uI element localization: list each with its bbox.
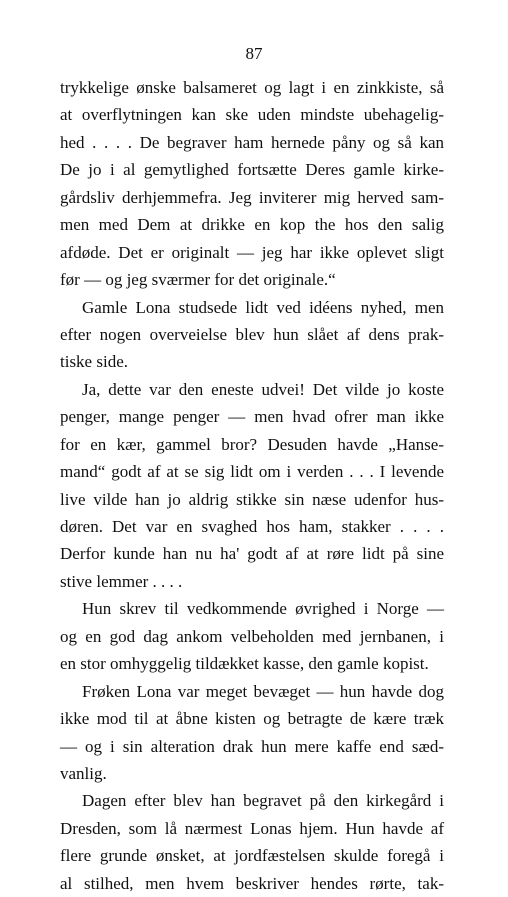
- text-line: penger, mange penger — men hvad ofrer man ikke: [60, 407, 444, 427]
- text-line: en stor omhyggelig tildækket kasse, den gamle kopist.: [60, 654, 429, 674]
- text-line: live vilde han jo aldrig stikke sin næse udenfor hus-: [60, 489, 444, 509]
- text-line: gårdsliv derhjemmefra. Jeg inviterer mig herved sam-: [60, 187, 444, 207]
- text-line: De jo i al gemytlighed fortsætte Deres gamle kirke-: [60, 160, 444, 180]
- text-line: efter nogen overveielse blev hun slået af dens prak-: [60, 324, 444, 344]
- text-line: vanlig.: [60, 763, 107, 783]
- text-line: stive lemmer . . . .: [60, 571, 183, 591]
- text-line: al stilhed, men hvem beskriver hendes rørte, tak-: [60, 873, 444, 893]
- text-line: Frøken Lona var meget bevæget — hun havde dog: [82, 681, 444, 701]
- text-line: Ja, dette var den eneste udvei! Det vilde jo koste: [82, 379, 444, 399]
- text-line: — og i sin alteration drak hun mere kaffe end sæd-: [60, 736, 444, 756]
- text-line: døren. Det var en svaghed hos ham, stakker . . . .: [60, 517, 444, 536]
- text-line: før — og jeg sværmer for det originale.“: [60, 270, 336, 290]
- text-line: Dagen efter blev han begravet på den kirkegård i: [82, 791, 444, 811]
- body-text: [60, 74, 444, 897]
- text-line: afdøde. Det er originalt — jeg har ikke oplevet sligt: [60, 242, 444, 262]
- text-line: mand“ godt af at se sig lidt om i verden . . . I levende: [60, 462, 444, 482]
- text-line: og en god dag ankom velbeholden med jernbanen, i: [60, 626, 444, 646]
- text-line: Hun skrev til vedkommende øvrighed i Norge —: [82, 599, 444, 619]
- text-line: men med Dem at drikke en kop the hos den salig: [60, 215, 444, 235]
- page-number: 87: [245, 44, 263, 63]
- text-line: tiske side.: [60, 352, 128, 372]
- text-line: at overflytningen kan ske uden mindste ubehagelig-: [60, 105, 444, 125]
- text-line: Dresden, som lå nærmest Lonas hjem. Hun havde af: [60, 818, 444, 838]
- text-line: flere grunde ønsket, at jordfæstelsen skulde foregå i: [60, 846, 444, 866]
- text-line: trykkelige ønske balsameret og lagt i en zinkkiste, så: [60, 78, 444, 97]
- text-line: ikke mod til at åbne kisten og betragte de kære træk: [60, 709, 444, 729]
- text-line: for en kær, gammel bror? Desuden havde „Hanse-: [60, 434, 444, 454]
- text-line: Derfor kunde han nu ha' godt af at røre lidt på sine: [60, 544, 444, 564]
- text-line: hed . . . . De begraver ham hernede påny og så kan: [60, 132, 444, 152]
- text-line: Gamle Lona studsede lidt ved idéens nyhed, men: [82, 297, 444, 317]
